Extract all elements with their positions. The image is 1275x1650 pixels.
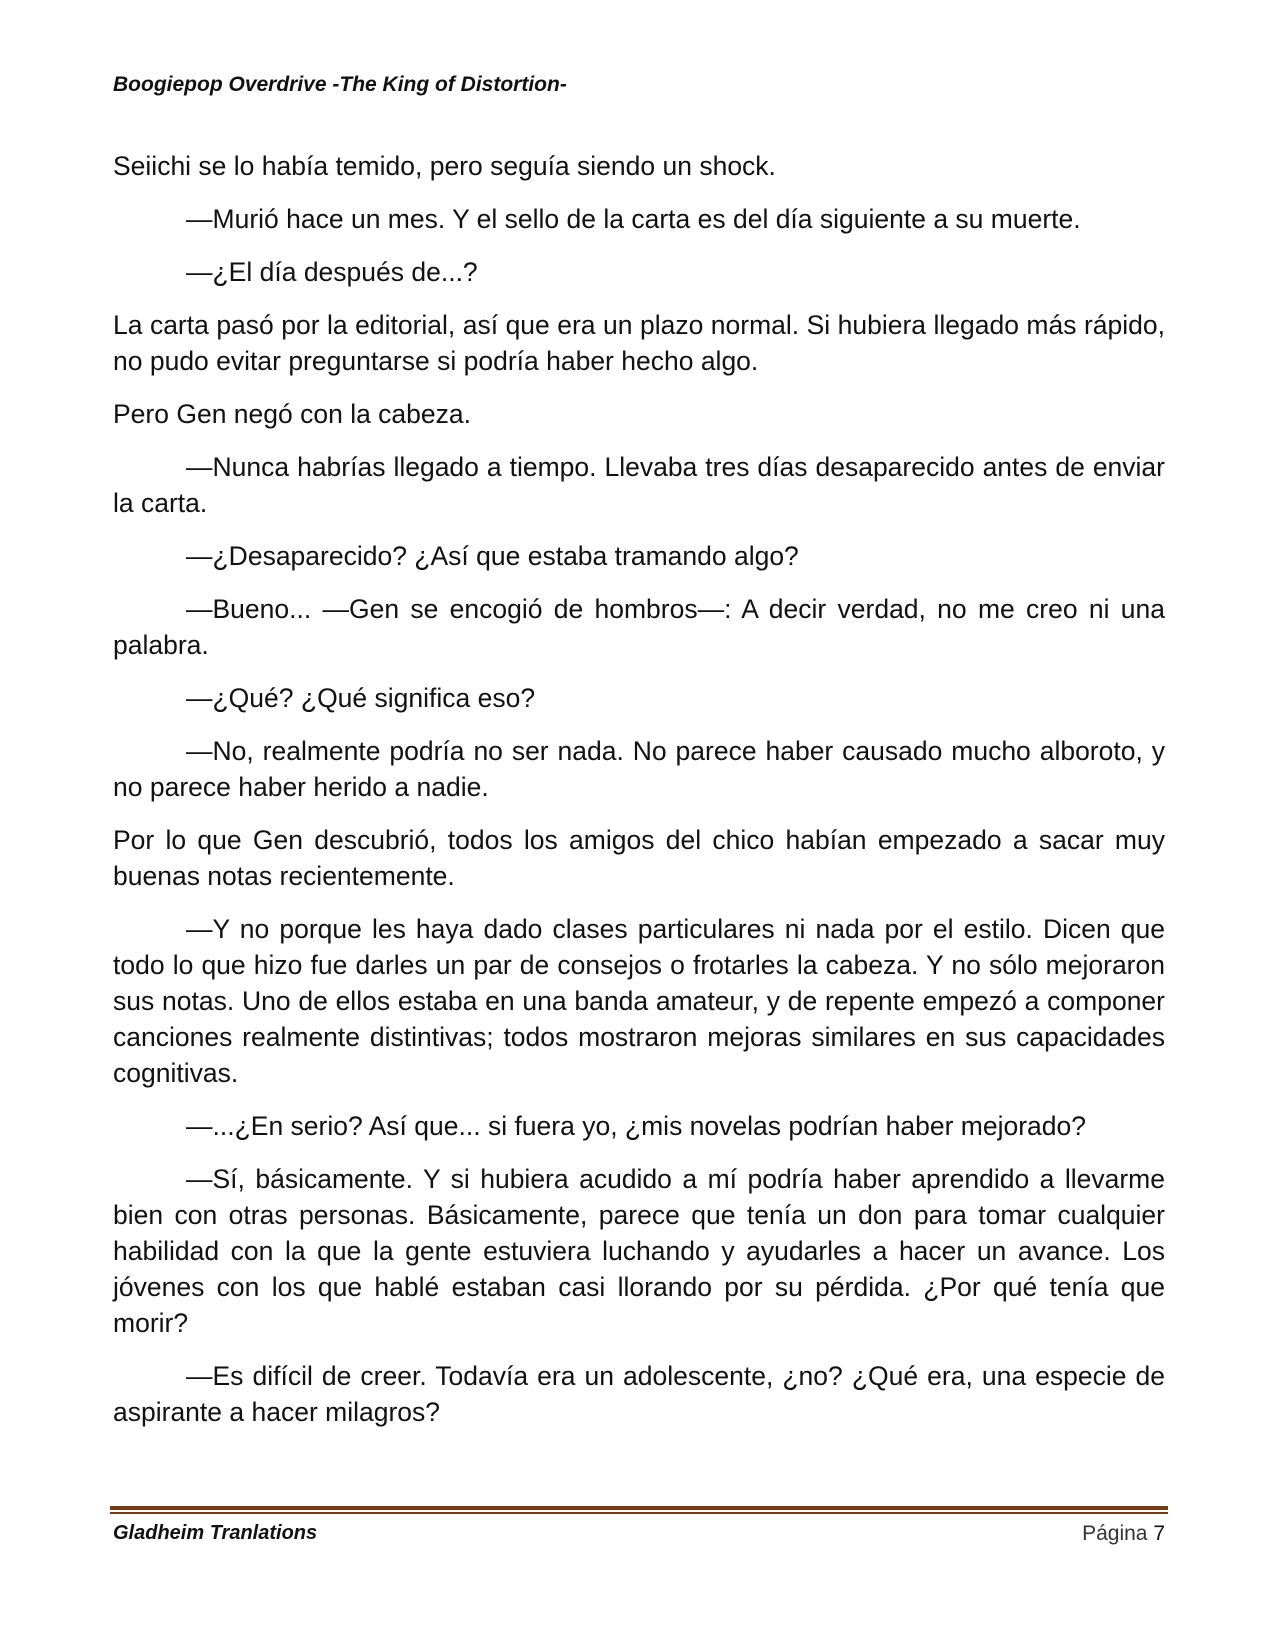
paragraph: Pero Gen negó con la cabeza. xyxy=(113,399,471,429)
running-header-title: Boogiepop Overdrive -The King of Distortion- xyxy=(113,73,567,96)
paragraph: La carta pasó por la editorial, así que era un plazo normal. Si hubiera llegado más rápido, no pudo evitar preguntarse si podría haber hecho algo. xyxy=(113,310,1165,376)
paragraph: —Sí, básicamente. Y si hubiera acudido a mí podría haber aprendido a llevarme bien con otras personas. Básicamente, parece que tenía un don para tomar cualquier habilidad con la que la gente estuviera luchando y ayudarles a hacer un avance. Los jóvenes con los que hablé estaban casi llorando por su pérdida. ¿Por qué tenía que morir? xyxy=(113,1164,1165,1338)
footer-page-indicator xyxy=(1082,1522,1165,1546)
body-text xyxy=(113,148,1165,1447)
footer-divider xyxy=(110,1506,1168,1514)
footer-divider-thin-line xyxy=(110,1512,1168,1514)
paragraph: —Es difícil de creer. Todavía era un adolescente, ¿no? ¿Qué era, una especie de aspirante a hacer milagros? xyxy=(113,1361,1165,1427)
paragraph: —Bueno... —Gen se encogió de hombros—: A decir verdad, no me creo ni una palabra. xyxy=(113,594,1165,660)
paragraph: —Y no porque les haya dado clases particulares ni nada por el estilo. Dicen que todo lo que hizo fue darles un par de consejos o frotarles la cabeza. Y no sólo mejoraron sus notas. Uno de ellos estaba en una banda amateur, y de repente empezó a componer canciones realmente distintivas; todos mostraron mejoras similares en sus capacidades cognitivas. xyxy=(113,914,1165,1088)
paragraph: Seiichi se lo había temido, pero seguía siendo un shock. xyxy=(113,151,776,181)
paragraph: —Murió hace un mes. Y el sello de la carta es del día siguiente a su muerte. xyxy=(186,204,1081,234)
paragraph: —...¿En serio? Así que... si fuera yo, ¿mis novelas podrían haber mejorado? xyxy=(186,1111,1086,1141)
paragraph: —Nunca habrías llegado a tiempo. Llevaba tres días desaparecido antes de enviar la carta. xyxy=(113,452,1165,518)
paragraph: —¿Qué? ¿Qué significa eso? xyxy=(186,683,536,713)
paragraph: Por lo que Gen descubrió, todos los amigos del chico habían empezado a sacar muy buenas notas recientemente. xyxy=(113,825,1165,891)
paragraph: —¿El día después de...? xyxy=(186,257,478,287)
paragraph: —No, realmente podría no ser nada. No parece haber causado mucho alboroto, y no parece haber herido a nadie. xyxy=(113,736,1165,802)
footer-publisher: Gladheim Tranlations xyxy=(113,1522,318,1544)
page-label: Página xyxy=(1082,1522,1148,1545)
paragraph: —¿Desaparecido? ¿Así que estaba tramando algo? xyxy=(186,541,799,571)
page-number: 7 xyxy=(1153,1522,1165,1545)
